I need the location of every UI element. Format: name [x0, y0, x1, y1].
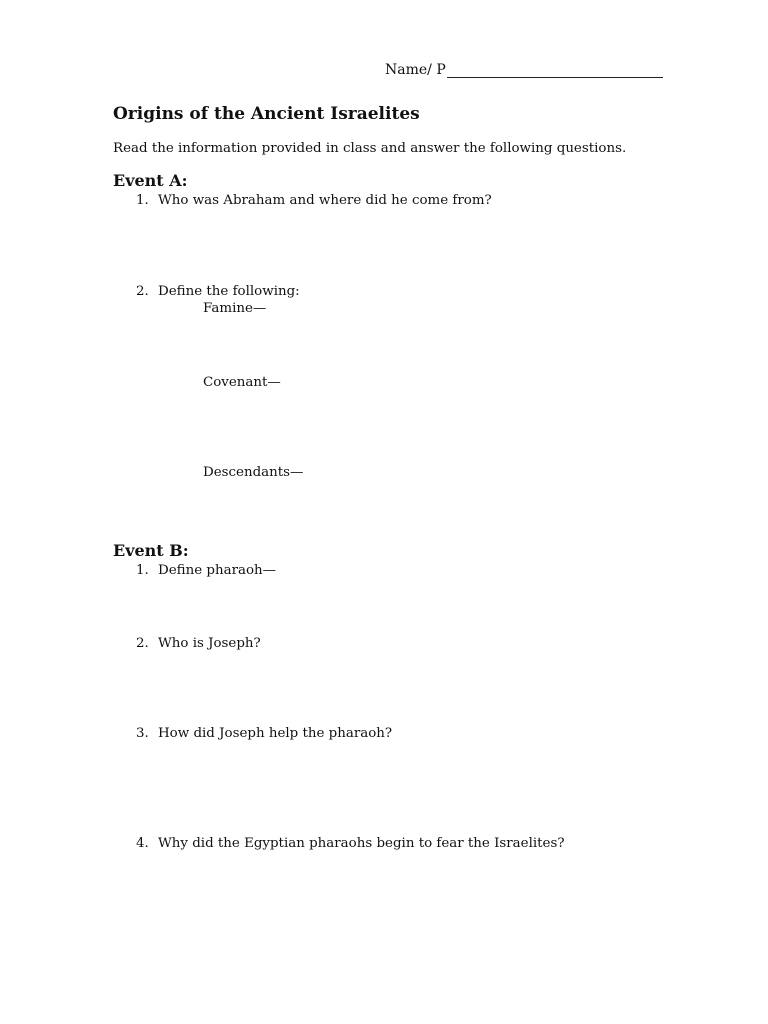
event-b-question-2: [0, 636, 768, 654]
question-number: 1.: [136, 563, 149, 578]
name-period-field[interactable]: [385, 62, 663, 78]
event-a-question-2: [0, 284, 768, 302]
question-number: 4.: [136, 836, 149, 851]
question-number: 1.: [136, 193, 149, 208]
question-text: How did Joseph help the pharaoh?: [158, 726, 393, 741]
name-period-blank[interactable]: [447, 62, 663, 78]
term-famine: Famine—: [203, 301, 267, 316]
question-number: 2.: [136, 636, 149, 651]
event-a-question-1: [0, 193, 768, 211]
event-b-heading: Event B:: [113, 541, 189, 560]
event-a-heading: Event A:: [113, 171, 188, 190]
question-text: Who is Joseph?: [158, 636, 261, 651]
question-text: Who was Abraham and where did he come from?: [158, 193, 492, 208]
question-number: 2.: [136, 284, 149, 299]
question-number: 3.: [136, 726, 149, 741]
worksheet-title: Origins of the Ancient Israelites: [113, 104, 420, 124]
name-period-label: Name/ P: [385, 62, 446, 78]
event-b-question-3: [0, 726, 768, 744]
question-text: Define pharaoh—: [158, 563, 277, 578]
term-descendants: Descendants—: [203, 465, 304, 480]
question-text: Define the following:: [158, 284, 300, 299]
question-text: Why did the Egyptian pharaohs begin to fear the Israelites?: [158, 836, 565, 851]
instructions: Read the information provided in class and answer the following questions.: [113, 141, 627, 156]
event-b-question-1: [0, 563, 768, 581]
term-covenant: Covenant—: [203, 375, 281, 390]
event-b-question-4: [0, 836, 768, 854]
